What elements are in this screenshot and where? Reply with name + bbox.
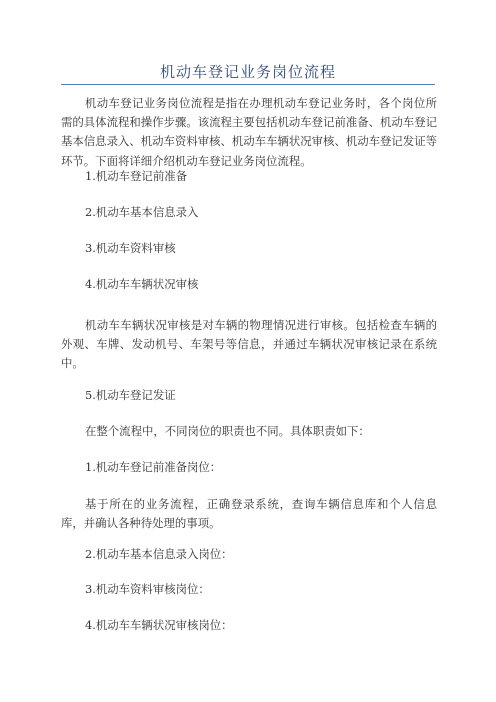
document-title: 机动车登记业务岗位流程: [159, 63, 336, 81]
step-5: 5.机动车登记发证: [85, 388, 176, 402]
step-2: 2.机动车基本信息录入: [85, 205, 199, 219]
duties-intro: 在整个流程中，不同岗位的职责也不同。具体职责如下：: [85, 424, 370, 438]
duty-1-description: 基于所在的业务流程，正确登录系统，查询车辆信息库和个人信息库，并确认各种待处理的事项。: [61, 497, 437, 531]
step-3: 3.机动车资料审核: [85, 241, 176, 255]
title-underline: [61, 84, 435, 85]
step-4-description: 机动车车辆状况审核是对车辆的物理情况进行审核。包括检查车辆的外观、车牌、发动机号、车架号等信息，并通过车辆状况审核记录在系统中。: [61, 318, 437, 371]
duty-2-heading: 2.机动车基本信息录入岗位：: [85, 547, 233, 561]
duty-4-heading: 4.机动车车辆状况审核岗位：: [85, 618, 233, 632]
duty-3-heading: 3.机动车资料审核岗位：: [85, 582, 210, 596]
step-1: 1.机动车登记前准备: [85, 169, 187, 183]
duty-1-heading: 1.机动车登记前准备岗位：: [85, 460, 222, 474]
step-4: 4.机动车车辆状况审核: [85, 277, 199, 291]
intro-paragraph: 机动车登记业务岗位流程是指在办理机动车登记业务时，各个岗位所需的具体流程和操作步骤。该流程主要包括机动车登记前准备、机动车登记基本信息录入、机动车资料审核、机动车车辆状况审核、机动车登记发证等环节。下面将详细介绍机动车登记业务岗位流程。: [61, 96, 437, 168]
